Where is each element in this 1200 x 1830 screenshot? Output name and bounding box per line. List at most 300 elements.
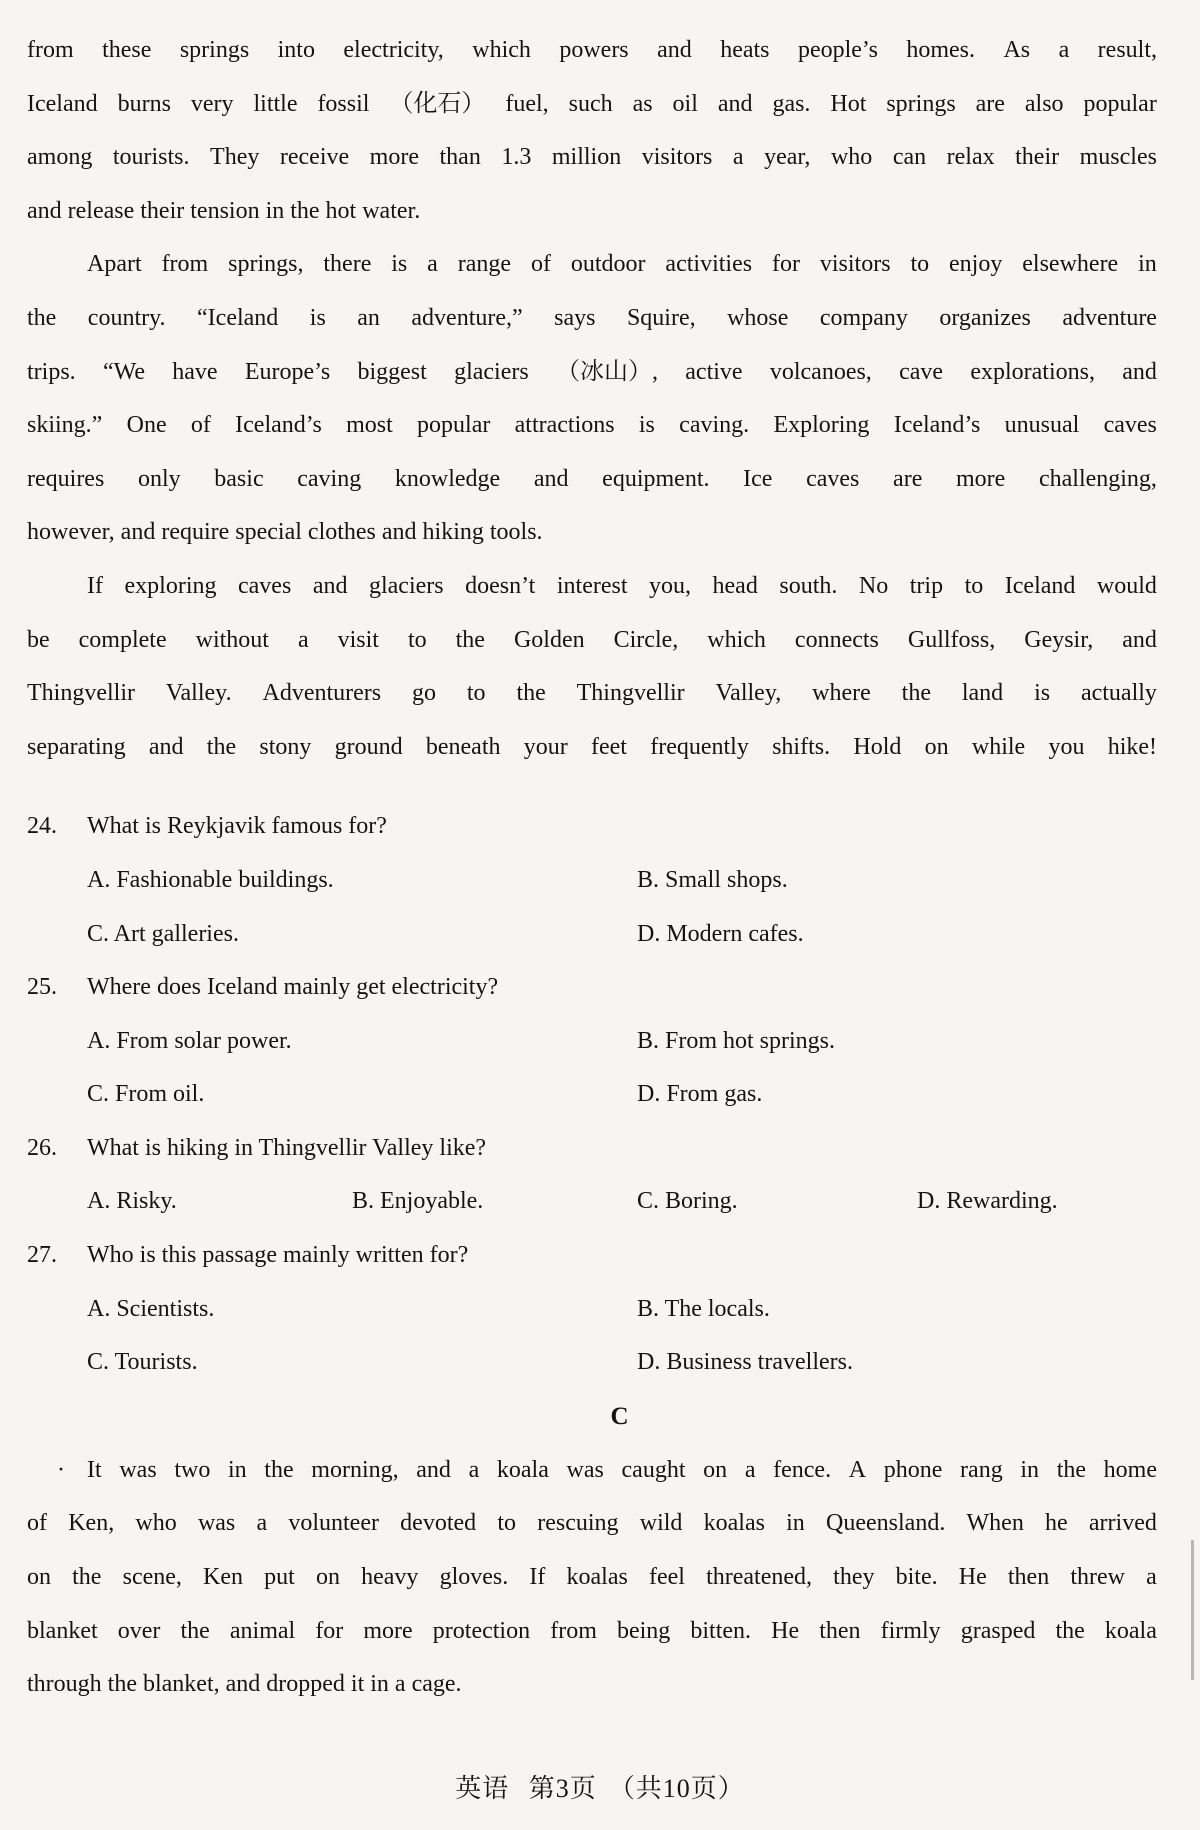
option-c: C. Tourists. xyxy=(87,1349,198,1376)
word: the xyxy=(455,626,485,653)
word: more xyxy=(369,144,419,171)
word: which xyxy=(707,626,766,653)
word: is xyxy=(309,304,326,331)
word: rang xyxy=(960,1456,1003,1483)
word: threatened, xyxy=(706,1564,813,1591)
word: feel xyxy=(648,1564,685,1591)
word: fossil xyxy=(317,90,370,117)
word: of xyxy=(530,251,551,278)
word: the xyxy=(27,304,57,331)
word: caves xyxy=(238,572,292,599)
word: Iceland xyxy=(27,90,98,117)
word: says xyxy=(554,304,596,331)
word: a xyxy=(427,251,438,278)
word: （冰山）, xyxy=(555,358,658,385)
word: tourists. xyxy=(112,144,190,171)
word: visit xyxy=(337,626,379,653)
word: relax xyxy=(946,144,995,171)
word: basic xyxy=(214,465,264,492)
word: in xyxy=(1020,1456,1040,1483)
word: shifts. xyxy=(772,733,831,760)
word: while xyxy=(971,733,1026,760)
word: separating xyxy=(27,733,126,760)
word: land xyxy=(961,680,1004,707)
option-row xyxy=(27,1068,1157,1122)
question-number: 24. xyxy=(27,813,57,840)
word: Queensland. xyxy=(826,1510,946,1537)
option-d: D. Modern cafes. xyxy=(637,920,804,947)
spacer xyxy=(27,774,1157,800)
word: the xyxy=(72,1564,102,1591)
word: feet xyxy=(591,733,627,760)
text-line: however, and require special clothes and hiking tools. xyxy=(27,519,543,546)
option-b: B. From hot springs. xyxy=(637,1027,836,1054)
page-footer xyxy=(0,1768,1200,1805)
word: million xyxy=(551,144,622,171)
word: on xyxy=(924,733,949,760)
word: and xyxy=(1122,626,1157,653)
text-line xyxy=(27,667,1157,721)
word: scene, xyxy=(122,1564,182,1591)
question-number: 26. xyxy=(27,1134,57,1161)
word: electricity, xyxy=(343,37,444,63)
word: you, xyxy=(649,572,692,599)
word: who xyxy=(135,1510,177,1537)
word: （化石） xyxy=(389,90,486,117)
word: popular xyxy=(417,412,491,439)
text-line xyxy=(27,614,1157,668)
word: requires xyxy=(27,465,105,492)
word: a xyxy=(468,1456,480,1483)
word: the xyxy=(206,733,237,760)
word: skiing.” xyxy=(27,412,103,439)
word: the xyxy=(180,1617,210,1644)
word: the xyxy=(1056,1456,1087,1483)
option-c: C. Boring. xyxy=(637,1188,738,1215)
option-a: A. From solar power. xyxy=(87,1027,292,1054)
option-row xyxy=(27,1336,1157,1390)
question-text: What is hiking in Thingvellir Valley like? xyxy=(87,1134,487,1161)
word: also xyxy=(1024,90,1064,117)
passage-b-paragraph-3 xyxy=(27,560,1157,774)
word: the xyxy=(264,1456,294,1483)
word: from xyxy=(161,251,209,278)
option-d: D. Rewarding. xyxy=(917,1188,1058,1215)
word: over xyxy=(117,1617,161,1644)
word: is xyxy=(391,251,408,278)
word: A xyxy=(848,1456,867,1483)
word: he xyxy=(1045,1510,1068,1537)
word: among xyxy=(27,144,93,171)
question-number: 25. xyxy=(27,974,57,1001)
word: outdoor xyxy=(570,251,646,278)
word: and xyxy=(148,733,184,760)
option-b: B. Enjoyable. xyxy=(352,1188,484,1215)
word: burns xyxy=(117,90,171,117)
word: a xyxy=(1146,1564,1157,1591)
word: Circle, xyxy=(613,626,679,653)
word: Valley. xyxy=(165,680,232,707)
word: Exploring xyxy=(773,412,870,439)
word: phone xyxy=(883,1456,943,1483)
word: homes. xyxy=(906,37,976,63)
text-line xyxy=(27,399,1157,453)
option-a: A. Scientists. xyxy=(87,1295,215,1322)
word: Iceland’s xyxy=(893,412,981,439)
word: on xyxy=(315,1564,340,1591)
word: are xyxy=(893,465,923,492)
word: “Iceland xyxy=(197,304,279,331)
word: have xyxy=(172,358,218,385)
word: south. xyxy=(779,572,838,599)
question-number: 27. xyxy=(27,1242,57,1269)
question-24 xyxy=(27,800,1157,961)
word: and xyxy=(533,465,569,492)
word: without xyxy=(195,626,269,653)
question-26 xyxy=(27,1122,1157,1229)
word: to xyxy=(964,572,984,599)
word: very xyxy=(190,90,234,117)
word: can xyxy=(892,144,927,171)
word: hike! xyxy=(1107,733,1157,760)
question-text: What is Reykjavik famous for? xyxy=(87,813,387,840)
word: unusual xyxy=(1004,412,1080,439)
word: protection xyxy=(432,1617,531,1644)
word: frequently xyxy=(650,733,749,760)
word: whose xyxy=(727,304,789,331)
word: two xyxy=(174,1456,211,1483)
word: As xyxy=(1003,37,1031,63)
word: in xyxy=(227,1456,247,1483)
question-stem xyxy=(27,800,1157,854)
word: as xyxy=(632,90,653,117)
word: glaciers xyxy=(368,572,444,599)
word: a xyxy=(744,1456,756,1483)
word: They xyxy=(210,144,260,171)
word: wild xyxy=(639,1510,683,1537)
word: from xyxy=(27,37,74,63)
word: animal xyxy=(229,1617,296,1644)
word: glaciers xyxy=(454,358,529,385)
word: biggest xyxy=(357,358,427,385)
passage-c-paragraph xyxy=(27,1444,1157,1712)
question-text: Who is this passage mainly written for? xyxy=(87,1242,469,1269)
word: Thingvellir xyxy=(576,680,685,707)
word: and xyxy=(717,90,753,117)
word: result, xyxy=(1097,37,1157,63)
word: volunteer xyxy=(288,1510,379,1537)
text-line xyxy=(27,453,1157,507)
word: When xyxy=(966,1510,1024,1537)
word: and xyxy=(416,1456,451,1483)
word: Iceland xyxy=(1004,572,1076,599)
word: interest xyxy=(556,572,628,599)
word: grasped xyxy=(960,1617,1036,1644)
word: doesn’t xyxy=(465,572,536,599)
word: and xyxy=(312,572,348,599)
word: Ken, xyxy=(68,1510,115,1537)
word: He xyxy=(771,1617,800,1644)
word: from xyxy=(550,1617,597,1644)
option-c: C. From oil. xyxy=(87,1081,205,1108)
word: adventure,” xyxy=(411,304,523,331)
word: ground xyxy=(334,733,403,760)
word: their xyxy=(1015,144,1060,171)
passage-b-paragraph-2 xyxy=(27,238,1157,560)
word: you xyxy=(1048,733,1085,760)
word: Apart xyxy=(87,251,142,278)
word: oil xyxy=(672,90,698,117)
word: visitors xyxy=(641,144,713,171)
word: gas. xyxy=(772,90,811,117)
text-line xyxy=(27,1605,1157,1659)
option-row xyxy=(27,908,1157,962)
option-d: D. Business travellers. xyxy=(637,1349,853,1376)
word: Thingvellir xyxy=(27,680,135,707)
word: Gullfoss, xyxy=(907,626,996,653)
word: your xyxy=(523,733,568,760)
word: only xyxy=(137,465,181,492)
option-a: A. Risky. xyxy=(87,1188,177,1215)
text-line xyxy=(27,721,1157,775)
word: Valley, xyxy=(715,680,782,707)
word: of xyxy=(27,1510,47,1537)
word: in xyxy=(1138,251,1157,278)
word: the xyxy=(516,680,546,707)
word: head xyxy=(712,572,758,599)
word: 1.3 xyxy=(501,144,532,171)
option-b: B. The locals. xyxy=(637,1295,770,1322)
word: a xyxy=(297,626,309,653)
word: Golden xyxy=(513,626,585,653)
text-line xyxy=(27,131,1157,185)
word: then xyxy=(1007,1564,1050,1591)
exam-page xyxy=(27,24,1157,1712)
word: an xyxy=(357,304,380,331)
word: a xyxy=(732,144,744,171)
question-27 xyxy=(27,1229,1157,1390)
word: gloves. xyxy=(439,1564,509,1591)
word: Adventurers xyxy=(262,680,382,707)
option-row xyxy=(27,1283,1157,1337)
word: than xyxy=(439,144,481,171)
question-text: Where does Iceland mainly get electricity? xyxy=(87,974,499,1001)
word: is xyxy=(1034,680,1051,707)
text-line xyxy=(27,560,1157,614)
word: enjoy xyxy=(949,251,1003,278)
word: being xyxy=(616,1617,671,1644)
word: and xyxy=(657,37,692,63)
word: rescuing xyxy=(537,1510,619,1537)
word: stony xyxy=(259,733,312,760)
word: Hot xyxy=(830,90,867,117)
word: heats xyxy=(720,37,770,63)
word: was xyxy=(566,1456,604,1483)
word: be xyxy=(27,626,50,653)
word: was xyxy=(119,1456,157,1483)
word: connects xyxy=(794,626,879,653)
footer-page: 第3页 xyxy=(528,1774,597,1803)
word: trips. xyxy=(27,358,76,385)
word: threw xyxy=(1070,1564,1126,1591)
question-25 xyxy=(27,961,1157,1122)
word: activities xyxy=(665,251,753,278)
word: put xyxy=(264,1564,295,1591)
word: more xyxy=(363,1617,413,1644)
word: koala xyxy=(496,1456,549,1483)
text-line-words xyxy=(87,1444,1157,1498)
question-stem xyxy=(27,1122,1157,1176)
word: country. xyxy=(87,304,166,331)
text-line xyxy=(27,238,1157,292)
word: receive xyxy=(279,144,350,171)
word: knowledge xyxy=(394,465,501,492)
word: koalas xyxy=(566,1564,628,1591)
word: they xyxy=(833,1564,875,1591)
word: into xyxy=(277,37,315,63)
word: caving. xyxy=(679,412,750,439)
word: such xyxy=(568,90,613,117)
word: active xyxy=(685,358,743,385)
option-d: D. From gas. xyxy=(637,1081,763,1108)
word: fence. xyxy=(773,1456,832,1483)
word: and xyxy=(1122,358,1157,385)
word: popular xyxy=(1083,90,1157,117)
word: visitors xyxy=(819,251,891,278)
word: bitten. xyxy=(690,1617,752,1644)
passage-b-paragraph-1 xyxy=(27,24,1157,238)
word: heavy xyxy=(361,1564,419,1591)
word: go xyxy=(412,680,437,707)
word: koalas xyxy=(703,1510,765,1537)
word: firmly xyxy=(880,1617,941,1644)
question-stem xyxy=(27,961,1157,1015)
stray-mark: · xyxy=(57,1456,65,1483)
option-a: A. Fashionable buildings. xyxy=(87,866,334,893)
word: powers xyxy=(559,37,629,63)
text-line xyxy=(27,346,1157,400)
text-line xyxy=(27,24,1157,78)
word: Squire, xyxy=(626,304,696,331)
word: a xyxy=(256,1510,268,1537)
word: Europe’s xyxy=(244,358,331,385)
word: actually xyxy=(1080,680,1157,707)
word: these xyxy=(102,37,152,63)
option-row xyxy=(27,1175,1157,1229)
word: caving xyxy=(297,465,362,492)
word: caves xyxy=(806,465,860,492)
word: caves xyxy=(1103,412,1157,439)
word: No xyxy=(858,572,889,599)
word: is xyxy=(638,412,655,439)
word: year, xyxy=(764,144,811,171)
word: blanket xyxy=(27,1617,98,1644)
word: adventure xyxy=(1062,304,1157,331)
text-line xyxy=(27,78,1157,132)
text-line xyxy=(27,292,1157,346)
word: If xyxy=(529,1564,546,1591)
word: challenging, xyxy=(1038,465,1157,492)
word: fuel, xyxy=(505,90,549,117)
word: who xyxy=(830,144,873,171)
word: home xyxy=(1103,1456,1157,1483)
word: organizes xyxy=(939,304,1031,331)
section-c-heading: C xyxy=(610,1402,629,1430)
word: equipment. xyxy=(602,465,710,492)
word: to xyxy=(910,251,930,278)
word: the xyxy=(1055,1617,1085,1644)
word: the xyxy=(901,680,931,707)
scan-edge-mark xyxy=(1191,1540,1194,1680)
word: little xyxy=(253,90,298,117)
option-b: B. Small shops. xyxy=(637,866,788,893)
text-line: through the blanket, and dropped it in a cage. xyxy=(27,1671,462,1698)
word: on xyxy=(703,1456,728,1483)
word: where xyxy=(812,680,871,707)
word: which xyxy=(472,37,531,63)
word: He xyxy=(958,1564,987,1591)
word: then xyxy=(819,1617,861,1644)
word: complete xyxy=(78,626,167,653)
word: Geysir, xyxy=(1024,626,1094,653)
word: If xyxy=(87,572,103,599)
word: cave xyxy=(899,358,944,385)
word: range xyxy=(457,251,512,278)
word: springs, xyxy=(228,251,304,278)
word: people’s xyxy=(797,37,878,63)
word: to xyxy=(407,626,427,653)
word: caught xyxy=(621,1456,686,1483)
question-stem xyxy=(27,1229,1157,1283)
word: Ice xyxy=(743,465,773,492)
word: in xyxy=(786,1510,805,1537)
text-line xyxy=(27,1497,1157,1551)
word: company xyxy=(819,304,908,331)
text-line: and release their tension in the hot water. xyxy=(27,197,421,224)
word: for xyxy=(771,251,800,278)
word: for xyxy=(315,1617,344,1644)
word: Ken xyxy=(203,1564,244,1591)
option-row xyxy=(27,854,1157,908)
word: there xyxy=(323,251,372,278)
word: koala xyxy=(1104,1617,1157,1644)
word: trip xyxy=(909,572,944,599)
word: devoted xyxy=(400,1510,477,1537)
word: explorations, xyxy=(970,358,1095,385)
word: to xyxy=(466,680,486,707)
word: bite. xyxy=(895,1564,938,1591)
word: exploring xyxy=(124,572,217,599)
word: are xyxy=(975,90,1005,117)
word: “We xyxy=(102,358,145,385)
word: was xyxy=(197,1510,236,1537)
word: attractions xyxy=(514,412,615,439)
option-row xyxy=(27,1015,1157,1069)
word: muscles xyxy=(1079,144,1157,171)
text-line xyxy=(27,1444,1157,1498)
word: arrived xyxy=(1088,1510,1157,1537)
word: a xyxy=(1058,37,1070,63)
word: springs xyxy=(886,90,956,117)
word: on xyxy=(27,1564,51,1591)
word: morning, xyxy=(311,1456,399,1483)
word: elsewhere xyxy=(1022,251,1119,278)
footer-subject: 英语 xyxy=(455,1774,510,1803)
word: volcanoes, xyxy=(769,358,872,385)
word: springs xyxy=(179,37,250,63)
word: Iceland’s xyxy=(235,412,322,439)
word: One xyxy=(126,412,167,439)
